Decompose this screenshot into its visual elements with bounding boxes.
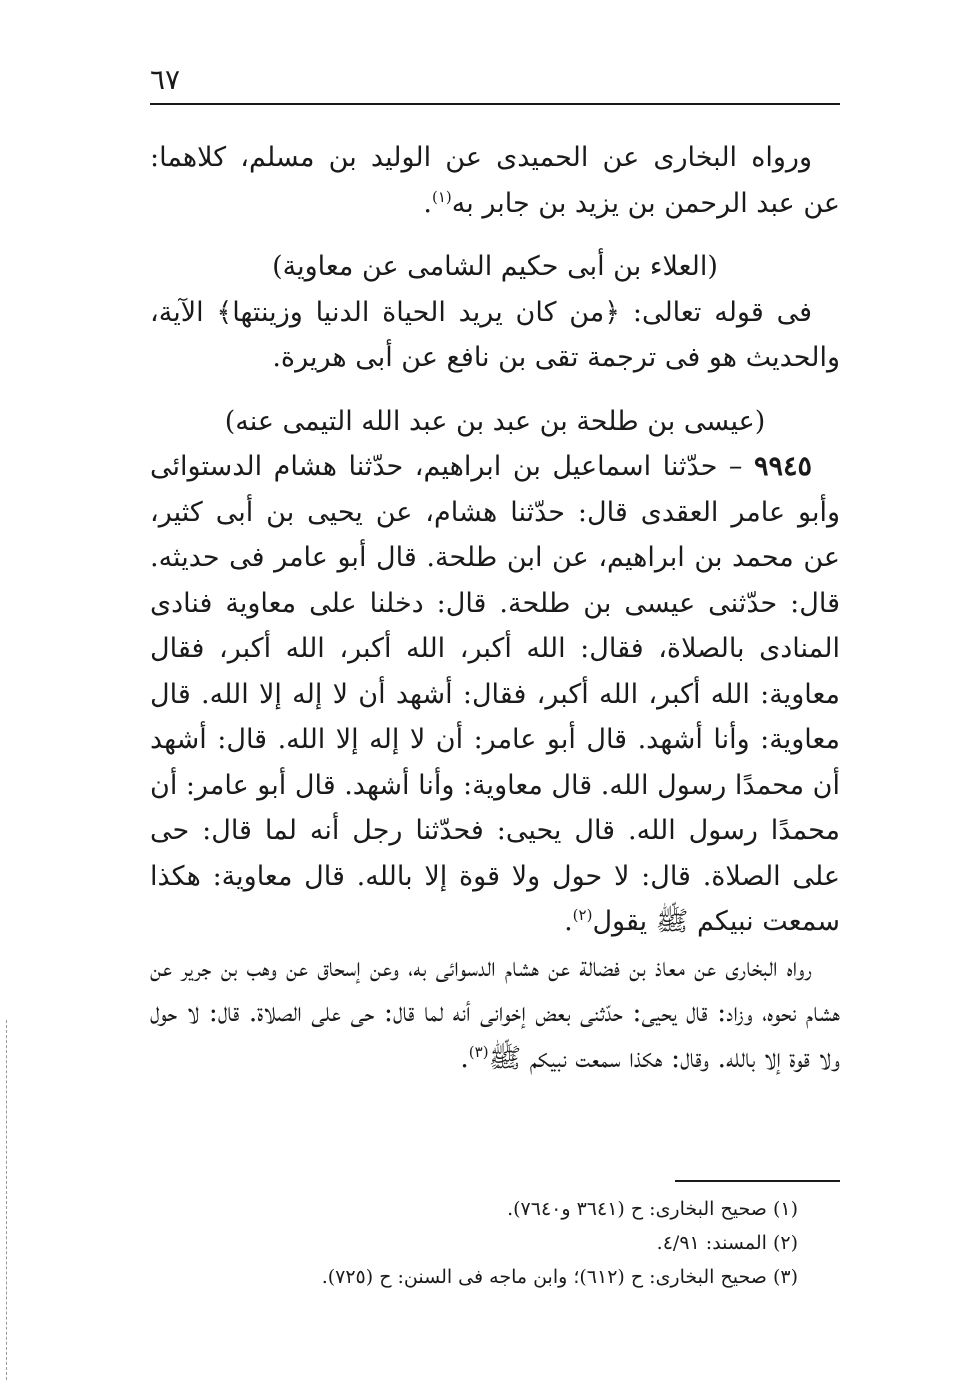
header-divider	[150, 103, 840, 105]
paragraph-3	[150, 945, 840, 1082]
footnote-divider	[675, 1180, 840, 1182]
hadith-9945	[150, 444, 840, 945]
scan-margin-marks	[6, 1020, 9, 1380]
page	[150, 55, 840, 1355]
hadith-9945-end: .	[564, 906, 573, 937]
page-number: ٦٧	[150, 63, 181, 96]
footnote-3: (٣) صحيح البخارى: ح (٦١٢)؛ وابن ماجه فى السنن: ح (٧٢٥).	[321, 1266, 798, 1288]
footnote-1: (١) صحيح البخارى: ح (٣٦٤١ و٧٦٤٠).	[507, 1198, 798, 1220]
paragraph-1-end: .	[423, 187, 432, 219]
paragraph-3-end: .	[460, 1042, 469, 1074]
footnote-ref-2: (٢)	[572, 906, 593, 924]
section-heading-2: (عيسى بن طلحة بن عبد بن عبد الله التيمى عنه)	[224, 405, 766, 437]
hadith-9945-text: – حدّثنا اسماعيل بن ابراهيم، حدّثنا هشام الدستوائى وأبو عامر العقدى قال: حدّثنا هشام، عن يحيى بن أبى كثير، عن محمد بن ابراهيم، عن ابن طلحة. قال أبو عامر فى حديثه. قال: حدّثنى عيسى بن طلحة. قال: دخلنا على معاوية فنادى المنادى بالصلاة، فقال: الله أكبر، الله أكبر، الله أكبر، فقال معاوية: الله أكبر، الله أكبر، فقال: أشهد أن لا إله إلا الله. قال معاوية: وأنا أشهد. قال أبو عامر: أن لا إله إلا الله. قال: أشهد أن محمدًا رسول الله. قال معاوية: وأنا أشهد. قال أبو عامر: أن محمدًا رسول الله. قال يحيى: فحدّثنا رجل أنه لما قال: حى على الصلاة. قال: لا حول ولا قوة إلا بالله. قال معاوية: هكذا سمعت نبيكم ﷺ يقول	[150, 451, 840, 937]
footnote-2: (٢) المسند: ٤/٩١.	[656, 1232, 798, 1254]
paragraph-2: فى قوله تعالى: ﴿من كان يريد الحياة الدنيا وزينتها﴾ الآية، والحديث هو فى ترجمة تقى بن نافع عن أبى هريرة.	[150, 296, 840, 373]
hadith-number: ٩٩٤٥	[753, 451, 812, 482]
footnote-ref-1: (١)	[432, 187, 452, 206]
page-body	[150, 135, 840, 1081]
paragraph-1-text: ورواه البخارى عن الحميدى عن الوليد بن مسلم، كلاهما: عن عبد الرحمن بن يزيد بن جابر به	[150, 142, 840, 219]
paragraph-1	[150, 135, 840, 226]
paragraph-3-text: رواه البخارى عن معاذ بن فضالة عن هشام الدسوائى به، وعن إسحاق عن وهب بن جرير عن هشام نحوه، وزاد: قال يحيى: حدّثنى بعض إخوانى أنه لما قال: حى على الصلاة. قال: لا حول ولا قوة إلا بالله. وقال: هكذا سمعت نبيكم ﷺ	[150, 951, 840, 1074]
section-heading-1: (العلاء بن أبى حكيم الشامى عن معاوية)	[272, 251, 718, 282]
footnote-ref-3: (٣)	[468, 1042, 489, 1061]
footnotes	[150, 1180, 840, 1294]
